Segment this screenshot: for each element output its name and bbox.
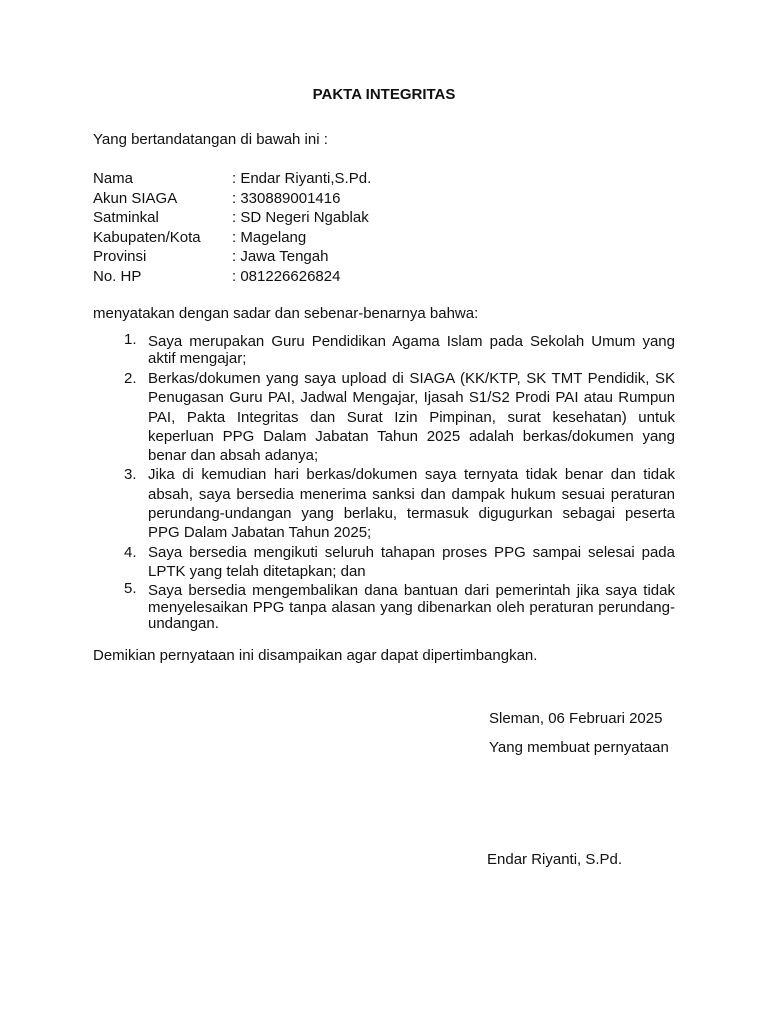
identity-row-kabupaten [93,228,371,248]
list-item-text: Saya bersedia mengembalikan dana bantuan dari pemerintah jika saya tidak menyelesaikan PPG tanpa alasan yang dibenarkan oleh peraturan perundang-undangan. [148,582,675,633]
list-item-number: 2. [124,370,137,387]
identity-label: Nama [93,170,134,187]
identity-value: : Jawa Tengah [232,248,329,265]
list-item-number: 3. [124,466,137,484]
statement-text: menyatakan dengan sadar dan sebenar-benarnya bahwa: [93,305,479,322]
identity-label: Provinsi [93,248,147,265]
identity-label: Akun SIAGA [93,189,178,207]
identity-row-provinsi [93,247,371,267]
identity-value: : Magelang [232,228,307,246]
list-item [93,332,675,367]
identity-label: Satminkal [93,209,159,226]
list-item [93,543,675,582]
identity-row-no-hp [93,267,371,287]
signature-maker: Yang membuat pernyataan [489,739,669,756]
identity-value: : 330889001416 [232,189,341,207]
document-title: PAKTA INTEGRITAS [312,86,456,103]
statement-list [93,332,675,635]
identity-row-satminkal [93,208,371,228]
identity-label: No. HP [93,267,142,285]
identity-label: Kabupaten/Kota [93,228,201,246]
list-item-number: 1. [124,331,137,348]
list-item [93,465,675,542]
identity-row-akun-siaga [93,189,371,209]
identity-row-nama [93,169,371,189]
list-item-text: Saya merupakan Guru Pendidikan Agama Islam pada Sekolah Umum yang aktif mengajar; [148,333,675,367]
closing-text: Demikian pernyataan ini disampaikan agar dapat dipertimbangkan. [93,647,538,664]
identity-table [93,169,371,286]
list-item [93,369,675,465]
list-item-text: Jika di kemudian hari berkas/dokumen saya ternyata tidak benar dan tidak absah, saya bersedia menerima sanksi dan dampak hukum sesuai peraturan perundang-undangan yang berlaku, termasuk digugurkan sebagai peserta PPG Dalam Jabatan Tahun 2025; [148,466,675,542]
identity-value: : 081226626824 [232,267,341,285]
signature-name: Endar Riyanti, S.Pd. [487,851,623,868]
identity-value: : Endar Riyanti,S.Pd. [232,170,372,187]
signature-place-date: Sleman, 06 Februari 2025 [489,710,663,727]
list-item-number: 5. [124,580,137,598]
list-item [93,581,675,633]
intro-text: Yang bertandatangan di bawah ini : [93,131,328,148]
list-item-number: 4. [124,543,137,561]
identity-value: : SD Negeri Ngablak [232,209,369,226]
list-item-text: Berkas/dokumen yang saya upload di SIAGA (KK/KTP, SK TMT Pendidik, SK Penugasan Guru PAI, Jadwal Mengajar, Ijasah S1/S2 Prodi PAI atau Rumpun PAI, Pakta Integritas dan Surat Izin Pimpinan, surat kesehatan) untuk keperluan PPG Dalam Jabatan Tahun 2025 adalah berkas/dokumen yang benar dan absah adanya; [148,370,675,465]
list-item-text: Saya bersedia mengikuti seluruh tahapan proses PPG sampai selesai pada LPTK yang telah ditetapkan; dan [148,543,675,580]
